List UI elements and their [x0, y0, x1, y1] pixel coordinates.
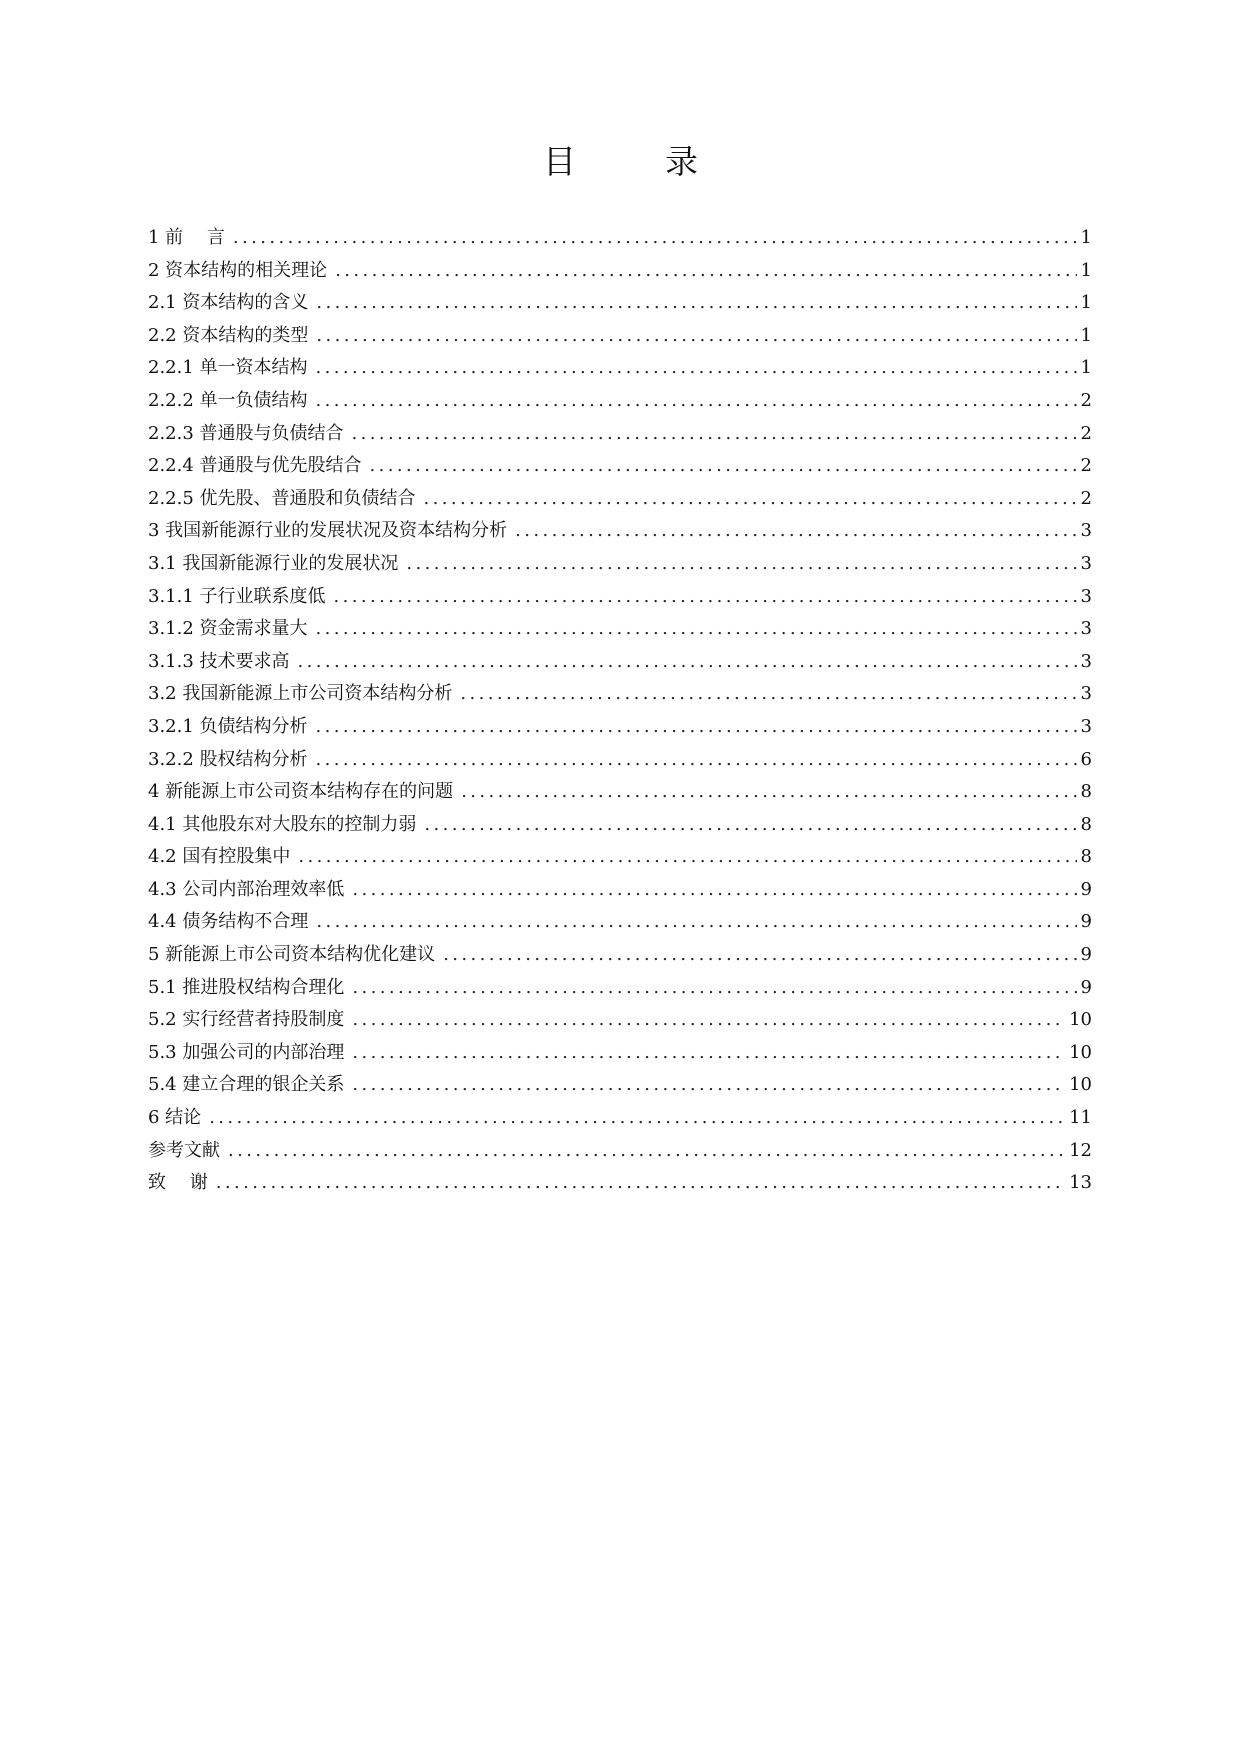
toc-entry-label: 4 新能源上市公司资本结构存在的问题 [148, 781, 454, 803]
toc-entry-page-number: 3 [1080, 715, 1092, 737]
toc-entry-label: 3.2.1 负债结构分析 [148, 715, 308, 737]
toc-entry-label: 2.1 资本结构的含义 [148, 292, 309, 314]
toc-entry-label: 5.2 实行经营者持股制度 [148, 1009, 345, 1031]
toc-entry-label: 2.2.1 单一资本结构 [148, 357, 308, 379]
toc-entry[interactable] [148, 581, 1092, 614]
toc-dot-leader [316, 352, 1077, 385]
toc-entry[interactable] [148, 939, 1092, 972]
toc-dot-leader [352, 1004, 1065, 1037]
toc-entry[interactable] [148, 776, 1092, 809]
toc-entry-page-number: 2 [1080, 389, 1092, 411]
toc-dot-leader [298, 646, 1077, 679]
toc-entry-page-number: 9 [1080, 976, 1092, 998]
toc-entry-page-number: 2 [1080, 455, 1092, 477]
toc-entry[interactable] [148, 1037, 1092, 1070]
toc-entry-label: 1 前 言 [148, 227, 225, 248]
toc-entry-label: 4.3 公司内部治理效率低 [148, 878, 345, 900]
toc-entry[interactable] [148, 385, 1092, 418]
toc-entry-label: 3.1.3 技术要求高 [148, 650, 290, 672]
toc-dot-leader [352, 972, 1076, 1005]
toc-entry-page-number: 3 [1080, 618, 1092, 640]
toc-entry[interactable] [148, 711, 1092, 744]
toc-entry[interactable] [148, 352, 1092, 385]
toc-dot-leader [515, 515, 1076, 548]
toc-entry-page-number: 1 [1080, 357, 1092, 379]
toc-entry[interactable] [148, 1102, 1092, 1135]
toc-entry-label: 2.2.4 普通股与优先股结合 [148, 455, 362, 477]
toc-entry-label: 2.2.2 单一负债结构 [148, 389, 308, 411]
toc-dot-leader [352, 874, 1076, 907]
toc-entry-page-number: 8 [1080, 813, 1092, 835]
toc-entry[interactable] [148, 450, 1092, 483]
toc-entry-label: 2 资本结构的相关理论 [148, 259, 328, 281]
table-of-contents [148, 222, 1092, 1200]
toc-entry-label: 2.2.5 优先股、普通股和负债结合 [148, 487, 416, 509]
toc-entry-label: 4.4 债务结构不合理 [148, 911, 309, 933]
toc-entry[interactable] [148, 874, 1092, 907]
toc-entry[interactable] [148, 809, 1092, 842]
toc-entry-label: 3 我国新能源行业的发展状况及资本结构分析 [148, 520, 508, 542]
toc-entry-page-number: 12 [1069, 1139, 1092, 1161]
toc-entry[interactable] [148, 841, 1092, 874]
toc-entry-page-number: 10 [1069, 1009, 1092, 1031]
toc-dot-leader [424, 809, 1076, 842]
toc-entry[interactable] [148, 678, 1092, 711]
toc-entry-label: 参考文献 [148, 1139, 220, 1161]
toc-entry-label: 5.4 建立合理的银企关系 [148, 1074, 345, 1096]
toc-dot-leader [443, 939, 1076, 972]
toc-dot-leader [316, 744, 1077, 777]
toc-entry-page-number: 13 [1069, 1172, 1092, 1194]
toc-entry[interactable] [148, 255, 1092, 288]
toc-dot-leader [316, 906, 1076, 939]
toc-dot-leader [316, 287, 1076, 320]
toc-dot-leader [334, 581, 1077, 614]
toc-entry[interactable] [148, 613, 1092, 646]
toc-entry-label: 3.2.2 股权结构分析 [148, 748, 308, 770]
toc-entry-page-number: 3 [1080, 585, 1092, 607]
toc-entry[interactable] [148, 418, 1092, 451]
toc-dot-leader [233, 222, 1077, 255]
toc-entry[interactable] [148, 1135, 1092, 1168]
toc-dot-leader [209, 1102, 1065, 1135]
toc-entry-page-number: 3 [1080, 552, 1092, 574]
toc-entry-page-number: 9 [1080, 944, 1092, 966]
toc-entry-label: 6 结论 [148, 1107, 202, 1129]
toc-dot-leader [216, 1167, 1065, 1200]
toc-dot-leader [228, 1135, 1065, 1168]
toc-entry[interactable] [148, 972, 1092, 1005]
toc-entry[interactable] [148, 548, 1092, 581]
toc-entry-label: 3.1 我国新能源行业的发展状况 [148, 552, 399, 574]
toc-dot-leader [424, 483, 1077, 516]
toc-entry-label: 5.1 推进股权结构合理化 [148, 976, 345, 998]
toc-entry-page-number: 2 [1080, 487, 1092, 509]
toc-entry[interactable] [148, 906, 1092, 939]
toc-entry-label: 致 谢 [148, 1172, 208, 1194]
toc-dot-leader [316, 711, 1077, 744]
toc-entry[interactable] [148, 320, 1092, 353]
toc-dot-leader [460, 678, 1076, 711]
toc-dot-leader [352, 1037, 1065, 1070]
toc-entry-page-number: 6 [1080, 748, 1092, 770]
toc-entry-label: 4.1 其他股东对大股东的控制力弱 [148, 813, 417, 835]
toc-entry-page-number: 1 [1080, 324, 1092, 346]
toc-dot-leader [370, 450, 1077, 483]
toc-dot-leader [335, 255, 1076, 288]
toc-entry-label: 5.3 加强公司的内部治理 [148, 1041, 345, 1063]
toc-entry[interactable] [148, 1004, 1092, 1037]
toc-dot-leader [352, 418, 1077, 451]
page-title: 目 录 [543, 142, 726, 181]
toc-entry-page-number: 3 [1080, 650, 1092, 672]
toc-entry-page-number: 8 [1080, 846, 1092, 868]
toc-entry[interactable] [148, 222, 1092, 255]
toc-dot-leader [316, 385, 1077, 418]
toc-entry-label: 3.1.1 子行业联系度低 [148, 585, 326, 607]
toc-entry[interactable] [148, 646, 1092, 679]
toc-entry-label: 4.2 国有控股集中 [148, 846, 291, 868]
toc-entry-page-number: 1 [1080, 259, 1092, 281]
toc-entry[interactable] [148, 1167, 1092, 1200]
toc-entry[interactable] [148, 1069, 1092, 1102]
toc-entry-label: 2.2 资本结构的类型 [148, 324, 309, 346]
toc-entry-page-number: 9 [1080, 911, 1092, 933]
toc-entry-page-number: 10 [1069, 1041, 1092, 1063]
toc-entry-label: 2.2.3 普通股与负债结合 [148, 422, 344, 444]
toc-entry-page-number: 10 [1069, 1074, 1092, 1096]
toc-entry-page-number: 2 [1080, 422, 1092, 444]
toc-dot-leader [461, 776, 1076, 809]
toc-entry-label: 3.2 我国新能源上市公司资本结构分析 [148, 683, 453, 705]
toc-entry-page-number: 1 [1080, 292, 1092, 314]
toc-entry[interactable] [148, 515, 1092, 548]
toc-entry-label: 3.1.2 资金需求量大 [148, 618, 308, 640]
toc-entry-label: 5 新能源上市公司资本结构优化建议 [148, 944, 436, 966]
toc-entry-page-number: 8 [1080, 781, 1092, 803]
toc-entry-page-number: 3 [1080, 520, 1092, 542]
toc-entry-page-number: 1 [1080, 227, 1092, 248]
toc-entry-page-number: 3 [1080, 683, 1092, 705]
toc-entry[interactable] [148, 744, 1092, 777]
toc-dot-leader [316, 613, 1077, 646]
toc-dot-leader [406, 548, 1076, 581]
toc-dot-leader [298, 841, 1076, 874]
toc-dot-leader [352, 1069, 1065, 1102]
toc-entry[interactable] [148, 287, 1092, 320]
toc-entry-page-number: 9 [1080, 878, 1092, 900]
toc-dot-leader [316, 320, 1076, 353]
toc-entry-page-number: 11 [1069, 1107, 1092, 1129]
toc-entry[interactable] [148, 483, 1092, 516]
